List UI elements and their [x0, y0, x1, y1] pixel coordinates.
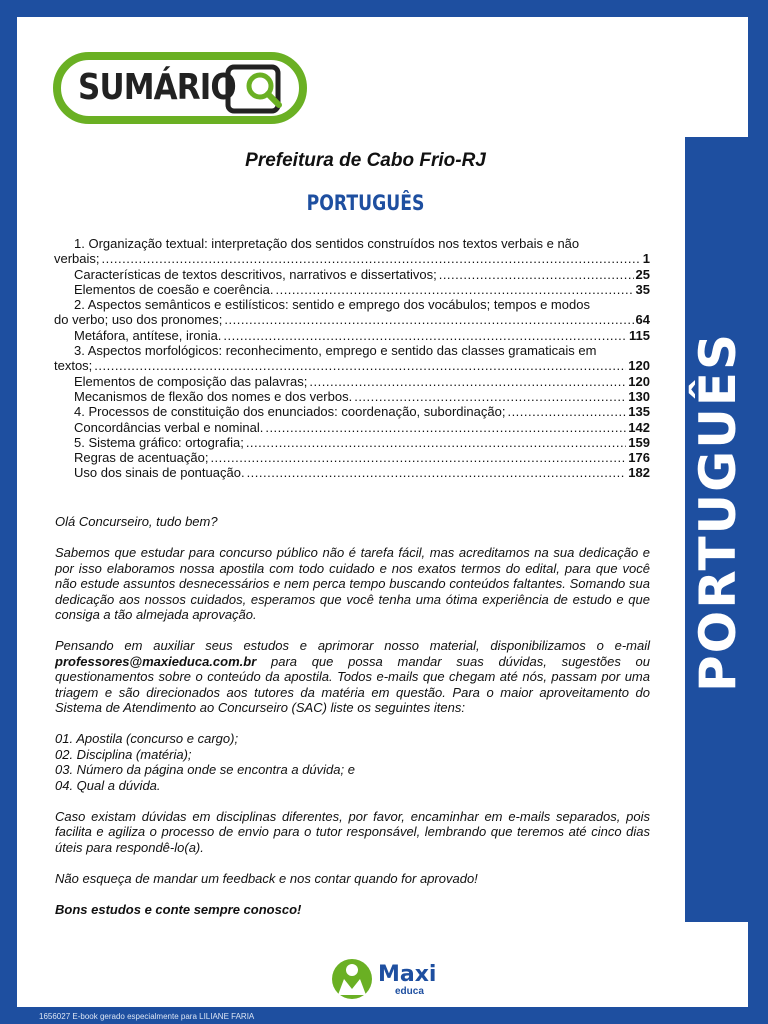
toc-entry-label: 4. Processos de constituição dos enunciados: coordenação, subordinação; [74, 404, 506, 420]
toc-page-number: 64 [635, 312, 650, 328]
paragraph-2-end: para que possa mandar suas dúvidas, sugestões ou questionamentos sobre o conteúdo da apostila. Todos e-mails que chegam até nós, passam por uma triagem e são direcionados aos tutores da matéria em questão. Para o maior aproveitamento do Sistema de Atendimento ao Concurseiro (SAC) liste os seguintes itens: [55, 653, 650, 715]
toc-entry-label: verbais; [54, 251, 100, 267]
toc-entry-1[interactable] [54, 251, 650, 266]
list-item: 01. Apostila (concurso e cargo); [55, 731, 239, 746]
toc-entry-5[interactable] [54, 328, 650, 343]
list-item: 04. Qual a dúvida. [55, 777, 161, 793]
toc-entry-label: Características de textos descritivos, narrativos e dissertativos; [74, 266, 437, 282]
toc-entry-label: Regras de acentuação; [74, 450, 209, 466]
subject-side-label: PORTUGUÊS [689, 332, 747, 692]
footer-note: 1656027 E-book gerado especialmente para LILIANE FARIA [39, 1012, 255, 1021]
toc-page-number: 135 [628, 404, 650, 420]
toc-page-number: 159 [628, 434, 650, 450]
toc-entry-label: Mecanismos de flexão dos nomes e dos verbos. [74, 388, 353, 404]
toc-entry-8[interactable] [54, 389, 650, 404]
toc-page-number: 35 [635, 281, 650, 297]
toc-entry-12[interactable] [54, 450, 650, 465]
list-item: 03. Número da página onde se encontra a dúvida; e [55, 762, 355, 777]
toc-entry-6[interactable] [54, 358, 650, 373]
intro-paragraph-4: Não esqueça de mandar um feedback e nos contar quando for aprovado! [55, 870, 478, 886]
toc-page-number: 130 [628, 388, 650, 404]
document-title: Prefeitura de Cabo Frio-RJ [245, 150, 486, 171]
toc-page-number: 142 [628, 419, 650, 435]
toc-entry-label: textos; [54, 358, 93, 374]
list-item: 02. Disciplina (matéria); [55, 746, 192, 762]
intro-paragraph-1: Sabemos que estudar para concurso público não é tarefa fácil, mas acreditamos na sua dedicação e por isso elaboramos nossa apostila com todo cuidado e nos exatos termos do edital, para que você não estude assuntos desnecessários e nem perca tempo buscando conteúdos faltantes. Somando sua dedicação aos nossos cuidados, esperamos que você tenha uma ótima experiência de estudo e que consiga a tão almejada aprovação. [55, 545, 650, 622]
intro-paragraph-2 [55, 638, 650, 716]
toc-entry-label: do verbo; uso dos pronomes; [54, 312, 223, 328]
toc-entry-9[interactable] [54, 404, 650, 419]
summary-logo-text: SUMÁRIO [78, 67, 236, 108]
support-email-link[interactable]: professores@maxieduca.com.br [55, 653, 257, 669]
intro-paragraph-3: Caso existam dúvidas em disciplinas diferentes, por favor, encaminhar em e-mails separados, pois facilita e agiliza o processo de envio para o tutor responsável, lembrando que teremos até cinco dias úteis para respondê-lo(a). [55, 808, 650, 855]
toc-entry-label: 5. Sistema gráfico: ortografia; [74, 434, 244, 450]
toc-page-number: 120 [628, 358, 650, 374]
closing-line: Bons estudos e conte sempre conosco! [55, 901, 302, 917]
toc-entry-label: Elementos de composição das palavras; [74, 373, 308, 389]
table-of-contents [54, 236, 650, 481]
toc-entry-1-line1: 1. Organização textual: interpretação dos sentidos construídos nos textos verbais e não [74, 236, 580, 251]
toc-entry-6-line1: 3. Aspectos morfológicos: reconhecimento, emprego e sentido das classes gramaticais em [74, 343, 597, 359]
subject-title: PORTUGUÊS [306, 191, 425, 215]
brand-subtitle: educa [395, 986, 424, 997]
toc-page-number: 176 [628, 450, 650, 466]
paragraph-2-start: Pensando em auxiliar seus estudos e aprimorar nosso material, disponibilizamos o e-mail [55, 638, 650, 653]
toc-entry-label: Uso dos sinais de pontuação. [74, 465, 245, 481]
intro-text [55, 514, 650, 933]
toc-entry-7[interactable] [54, 374, 650, 389]
request-list [55, 731, 650, 793]
toc-page-number: 182 [628, 465, 650, 481]
toc-page-number: 25 [635, 266, 650, 282]
brand-name: Maxi [378, 962, 437, 987]
toc-entry-label: Elementos de coesão e coerência. [74, 281, 274, 297]
toc-entry-3[interactable] [54, 282, 650, 297]
toc-entry-4[interactable] [54, 312, 650, 327]
toc-entry-2[interactable] [54, 267, 650, 282]
toc-entry-10[interactable] [54, 420, 650, 435]
toc-entry-4-line1: 2. Aspectos semânticos e estilísticos: sentido e emprego dos vocábulos; tempos e modos [74, 297, 590, 313]
toc-page-number: 120 [628, 373, 650, 389]
toc-page-number: 1 [642, 251, 650, 267]
toc-entry-11[interactable] [54, 435, 650, 450]
toc-entry-13[interactable] [54, 465, 650, 480]
toc-entry-label: Metáfora, antítese, ironia. [74, 327, 222, 343]
greeting: Olá Concurseiro, tudo bem? [55, 514, 218, 529]
toc-page-number: 115 [629, 327, 650, 343]
toc-entry-label: Concordâncias verbal e nominal. [74, 419, 264, 435]
